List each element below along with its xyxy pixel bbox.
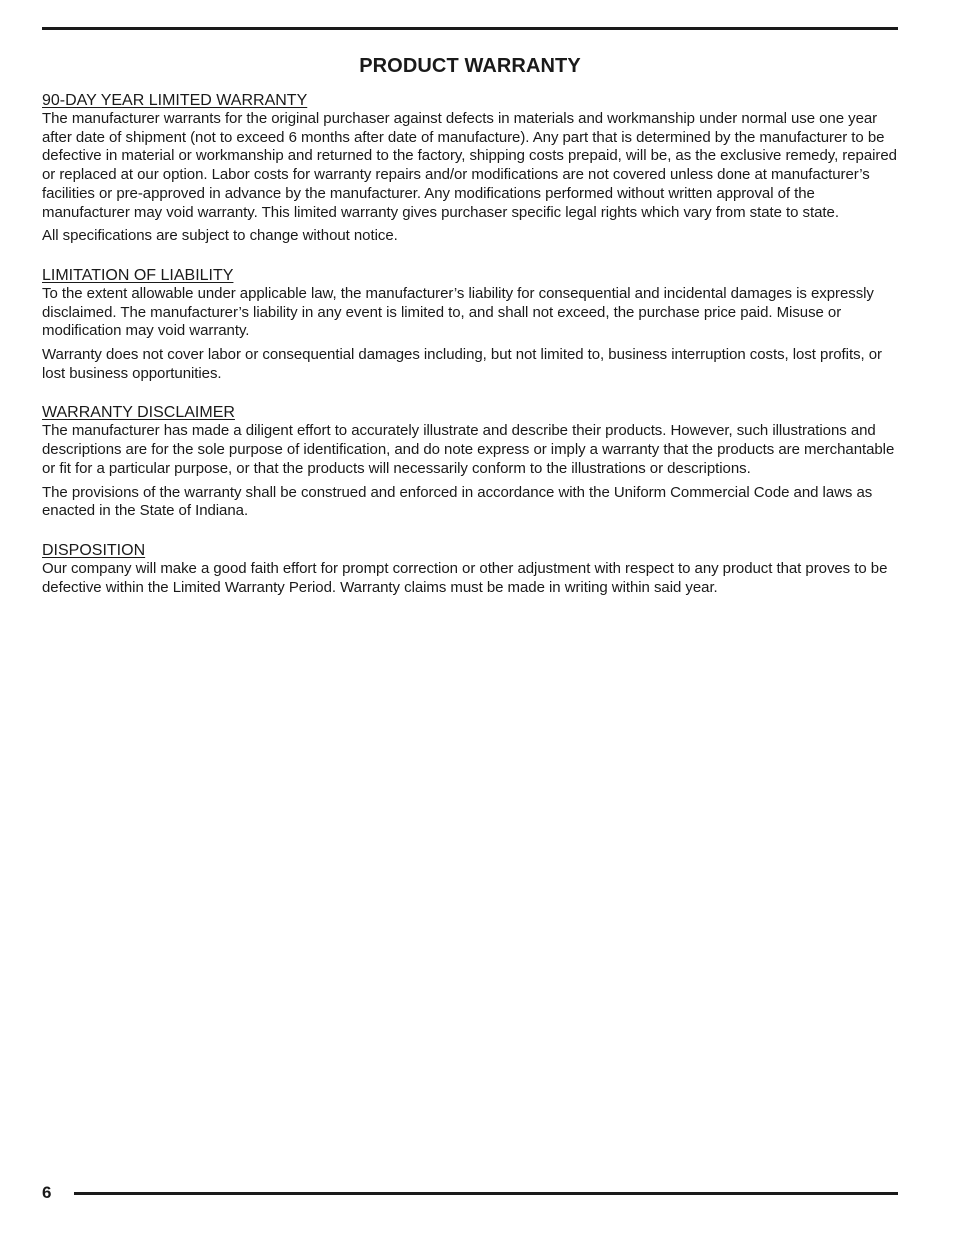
section-heading: LIMITATION OF LIABILITY [42, 266, 234, 284]
paragraph: All specifications are subject to change without notice. [42, 227, 398, 245]
page-number: 6 [42, 1183, 52, 1202]
section-heading: DISPOSITION [42, 541, 146, 559]
paragraph: The manufacturer has made a diligent effort to accurately illustrate and describe their products. However, such illustrations and descriptions are for the sole purpose of identification, and do note express or imply a warranty that the products are merchantable or fit for a particular purpose, or that the products will necessarily conform to the illustrations or descriptions. [42, 422, 895, 477]
section-disposition [42, 541, 898, 597]
section-heading: 90-DAY YEAR LIMITED WARRANTY [42, 92, 308, 109]
paragraph: The manufacturer warrants for the original purchaser against defects in materials and workmanship under normal use one year after date of shipment (not to exceed 6 months after date of manufacture). Any part that is determined by the manufacturer to be defective in material or workmanship and returned to the factory, shipping costs prepaid, will be, as the exclusive remedy, repaired or replaced at our option. Labor costs for warranty repairs and/or modifications are not covered unless done at manufacturer’s facilities or pre-approved in advance by the manufacturer. Any modifications performed without written approval of the manufacturer may void warranty. This limited warranty gives purchaser specific legal rights which vary from state to state. [42, 110, 897, 221]
top-rule [42, 27, 898, 30]
warranty-content [42, 91, 898, 617]
section-warranty-disclaimer [42, 403, 898, 521]
section-limited-warranty [42, 91, 898, 246]
section-heading: WARRANTY DISCLAIMER [42, 404, 235, 422]
paragraph: Our company will make a good faith effort for prompt correction or other adjustment with respect to any product that proves to be defective within the Limited Warranty Period. Warranty claims must be made in writing within said year. [42, 559, 888, 596]
paragraph: The provisions of the warranty shall be construed and enforced in accordance with the Uniform Commercial Code and laws as enacted in the State of Indiana. [42, 483, 873, 520]
page-title: PRODUCT WARRANTY [359, 55, 581, 77]
paragraph: To the extent allowable under applicable law, the manufacturer’s liability for consequential and incidental damages is expressly disclaimed. The manufacturer’s liability in any event is limited to, and shall not exceed, the purchase price paid. Misuse or modification may void warranty. [42, 284, 874, 340]
page-footer [42, 1181, 898, 1205]
paragraph: Warranty does not cover labor or consequential damages including, but not limited to, business interruption costs, lost profits, or lost business opportunities. [42, 346, 882, 382]
section-limitation-of-liability [42, 266, 898, 384]
bottom-rule [74, 1192, 898, 1195]
